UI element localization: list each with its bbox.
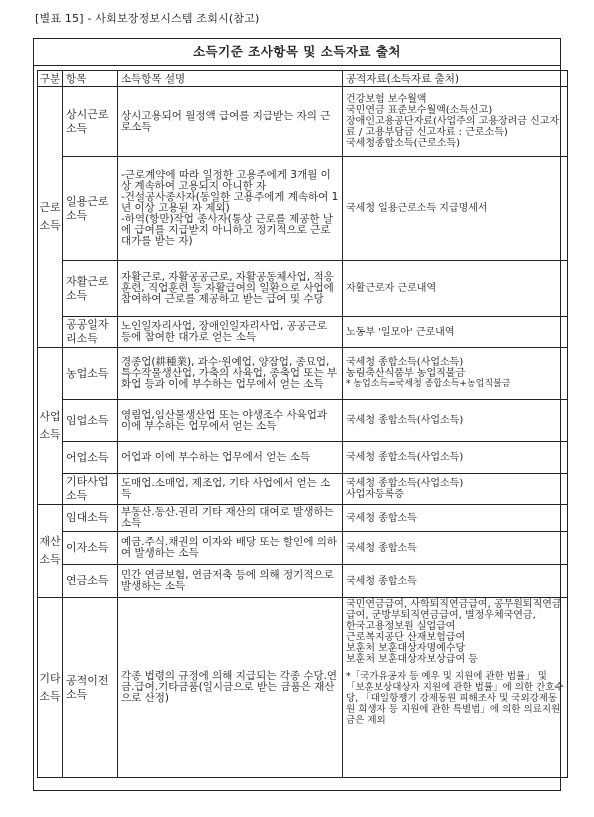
row-item: 공적이전 소득 <box>63 598 118 778</box>
source-line: 국세청 종합소득(사업소득) <box>346 357 464 368</box>
source-line: 국세청종합소득(근로소득) <box>346 138 461 149</box>
table-row <box>38 317 568 348</box>
table-row <box>38 442 568 474</box>
row-description: 어업과 이에 부수하는 업무에서 얻는 소득 <box>118 442 343 474</box>
source-line: 근로복지공단 산재보험급여 <box>346 632 466 643</box>
source-line: 노동부 '일모아' 근로내역 <box>346 326 455 338</box>
row-sources <box>343 157 568 261</box>
source-line: 장애인고용공단자료(사업주의 고용장려금 신고자료 / 고용부담금 신고자료 : 근로소득) <box>346 116 560 138</box>
row-description: 도매업.소매업, 제조업, 기타 사업에서 얻는 소득 <box>118 474 343 505</box>
header-source: 공적자료(소득자료 출처) <box>343 71 568 87</box>
group-labor-income: 근로 소득 <box>38 87 63 348</box>
source-line: 국세청 종합소득 <box>346 542 417 554</box>
table-title: 소득기준 조사항목 및 소득자료 출처 <box>34 39 560 66</box>
source-line: 국세청 종합소득 <box>346 575 417 587</box>
table-row <box>38 348 568 400</box>
table-row <box>38 505 568 532</box>
row-description: 부동산.동산.권리 기타 재산의 대여로 발생하는 소득 <box>118 505 343 532</box>
row-sources <box>343 565 568 598</box>
row-sources <box>343 474 568 505</box>
row-sources <box>343 261 568 317</box>
source-line: 사업자등록증 <box>346 489 404 500</box>
source-line: 국세청 일용근로소득 지급명세서 <box>346 203 488 214</box>
row-item: 일용근로 소득 <box>63 157 118 261</box>
row-description: 경종업(耕種業), 과수·원예업, 양잠업, 종묘업, 특수작물생산업, 가축의 사육업, 종축업 또는 부화업 등과 이에 부수하는 업무에서 얻는 소득 <box>118 348 343 400</box>
row-sources <box>343 505 568 532</box>
row-sources <box>343 87 568 157</box>
row-description: 노인일자리사업, 장애인일자리사업, 공공근로 등에 참여한 대가로 얻는 소득 <box>118 317 343 348</box>
row-sources <box>343 317 568 348</box>
row-item: 자활근로 소득 <box>63 261 118 317</box>
table-row <box>38 565 568 598</box>
row-sources <box>343 442 568 474</box>
row-sources <box>343 348 568 400</box>
source-line: 한국고용정보원 실업급여 <box>346 621 456 632</box>
group-property-income: 재산 소득 <box>38 505 63 598</box>
row-item: 상시근로 소득 <box>63 87 118 157</box>
row-description: 영림업,임산물생산업 또는 야생조수 사육업과 이에 부수하는 업무에서 얻는 소득 <box>118 400 343 442</box>
source-line: 국세청 종합소득 <box>346 512 417 524</box>
source-line: 자활근로자 근로내역 <box>346 283 437 294</box>
header-category: 구분 <box>38 71 63 87</box>
row-item: 공공일자 리소득 <box>63 317 118 348</box>
source-line: 국세청 종합소득(사업소득) <box>346 415 464 426</box>
table-row <box>38 474 568 505</box>
row-description: 각종 법령의 규정에 의해 지급되는 각종 수당.연금.급여.기타금품(일시금으로 받는 금품은 재산으로 산정) <box>118 598 343 778</box>
row-item: 농업소득 <box>63 348 118 400</box>
row-description: 예금.주식.채권의 이자와 배당 또는 할인에 의하여 발생하는 소득 <box>118 532 343 565</box>
table-row <box>38 157 568 261</box>
source-line: 국민연금급여, 사학퇴직연금급여, 공무원퇴직연금급여, 군방부퇴직연금급여, 별정우체국연금, <box>346 599 562 621</box>
source-line: 국세청 종합소득(사업소득) <box>346 478 464 489</box>
row-description: 자활근로, 자활공공근로, 자활공동체사업, 적응훈련, 직업훈련 등 자활급여의 일환으로 사업에 참여하여 근로를 제공하고 받는 급여 및 수당 <box>118 261 343 317</box>
source-line: 국세청 종합소득(사업소득) <box>346 452 464 463</box>
income-table-frame <box>33 38 564 791</box>
header-description: 소득항목 설명 <box>118 71 343 87</box>
row-item: 임대소득 <box>63 505 118 532</box>
table-row <box>38 87 568 157</box>
row-sources <box>343 598 568 778</box>
table-row <box>38 261 568 317</box>
row-item: 어업소득 <box>63 442 118 474</box>
row-item: 임업소득 <box>63 400 118 442</box>
row-description: -근로계약에 따라 일정한 고용주에게 3개월 이상 계속하여 고용되지 아니한 자 -건설공사종사자(동일한 고용주에게 계속하여 1년 이상 고용된 자 제외) -하역(항만)작업 종사자(통상 근로를 제공한 날에 급여를 지급받지 아니하고 정기적으로 근로대가를 받는 자) <box>118 157 343 261</box>
row-sources <box>343 400 568 442</box>
source-line: 건강보험 보수월액 <box>346 94 427 105</box>
source-note: *「국가유공자 등 예우 및 지원에 관한 법률」 및 「보훈보상대상자 지원에 관한 법률」에 의한 간호수당, 「대일항쟁기 강제동원 피해조사 및 국외강제동원 희생자 등 지원에 관한 특별법」에 의한 의료지원금은 제외 <box>346 671 564 726</box>
income-source-table <box>37 70 568 778</box>
source-line: * 농업소득=국세청 종합소득+농업직불금 <box>346 379 511 389</box>
header-row <box>38 71 568 87</box>
source-line: 농림축산식품부 농업직불금 <box>346 368 466 379</box>
group-business-income: 사업 소득 <box>38 348 63 505</box>
row-sources <box>343 532 568 565</box>
source-line: 국민연금 표준보수월액(소득신고) <box>346 105 493 116</box>
row-description: 상시고용되어 월정액 급여를 지급받는 자의 근로소득 <box>118 87 343 157</box>
table-row <box>38 598 568 778</box>
row-item: 기타사업 소득 <box>63 474 118 505</box>
source-line: 보훈처 보훈대상자보상급여 등 <box>346 654 478 665</box>
header-item: 항목 <box>63 71 118 87</box>
group-other-income: 기타 소득 <box>38 598 63 778</box>
document-caption: [별표 15] - 사회보장정보시스템 조회시(참고) <box>35 12 260 25</box>
source-line: 보훈처 보훈대상자명예수당 <box>346 643 466 654</box>
row-item: 연금소득 <box>63 565 118 598</box>
table-row <box>38 532 568 565</box>
row-description: 민간 연금보험, 연금저축 등에 의해 정기적으로 발생하는 소득 <box>118 565 343 598</box>
row-item: 이자소득 <box>63 532 118 565</box>
table-row <box>38 400 568 442</box>
